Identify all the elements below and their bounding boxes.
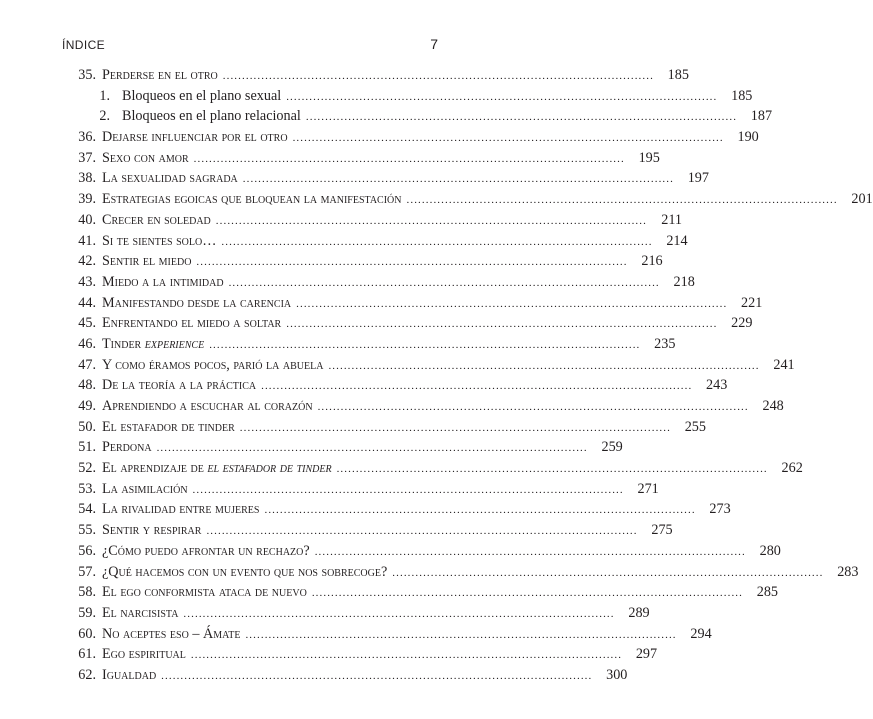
- entry-title-wrap: [102, 233, 658, 250]
- toc-entry: [62, 625, 712, 647]
- entry-title: Aprendiendo a escuchar al corazón: [102, 398, 313, 414]
- dot-leader: ................................................................................................................: [286, 90, 718, 103]
- entry-page: 187: [750, 108, 773, 125]
- entry-number: 36.: [78, 129, 96, 146]
- entry-number: 1.: [99, 87, 110, 104]
- toc-entry: [62, 232, 688, 254]
- dot-leader: ................................................................................................................: [239, 421, 671, 434]
- entry-title: Y como éramos pocos, parió la abuela: [102, 356, 324, 373]
- toc-entry: [62, 294, 763, 316]
- dot-leader: ................................................................................................................: [406, 194, 838, 207]
- entry-title-wrap: [102, 67, 659, 84]
- dot-leader: ................................................................................................................: [190, 649, 623, 662]
- entry-number: 61.: [78, 646, 96, 663]
- entry-title: Perderse en el otro: [102, 67, 218, 83]
- entry-title: La asimilación: [102, 480, 188, 497]
- entry-title-wrap: [102, 336, 645, 353]
- toc-entry: [62, 191, 873, 212]
- entry-title: Sentir y respirar: [102, 522, 202, 539]
- entry-title-wrap: [102, 522, 643, 539]
- entry-number: 50.: [78, 418, 96, 435]
- entry-number: 56.: [78, 542, 96, 559]
- dot-leader: ................................................................................................................: [196, 256, 628, 269]
- toc-entry: [62, 542, 781, 564]
- entry-title-wrap: [102, 564, 828, 581]
- dot-leader: ................................................................................................................: [336, 463, 768, 476]
- dot-leader: ................................................................................................................: [193, 152, 625, 165]
- entry-number: 41.: [78, 232, 96, 249]
- entry-page: 197: [687, 170, 709, 187]
- entry-page: 297: [635, 646, 658, 663]
- toc-entry: [62, 666, 628, 688]
- entry-page: 195: [638, 149, 660, 166]
- entry-page: 243: [706, 377, 728, 394]
- dot-leader: ................................................................................................................: [222, 70, 654, 82]
- toc-entry: [62, 356, 795, 378]
- entry-page: 229: [731, 315, 753, 332]
- entry-title: Sexo con amor: [102, 149, 189, 166]
- entry-page: 283: [837, 563, 859, 580]
- entry-title-wrap: [102, 170, 679, 187]
- entry-page: 221: [741, 294, 763, 311]
- entry-title: Si te sientes solo…: [102, 232, 217, 249]
- entry-page: 216: [641, 253, 663, 270]
- section-title: ÍNDICE: [62, 38, 106, 52]
- entry-title: De la teoría a la práctica: [102, 377, 257, 394]
- dot-leader: ................................................................................................................: [156, 442, 588, 455]
- entry-page: 275: [651, 522, 673, 539]
- running-header: [62, 36, 438, 52]
- dot-leader: ................................................................................................................: [296, 297, 728, 310]
- entry-title-wrap: [122, 108, 742, 125]
- entry-number: 35.: [78, 67, 96, 83]
- toc-entry: [62, 460, 803, 481]
- entry-number: 42.: [78, 253, 96, 270]
- entry-page: 300: [606, 666, 628, 683]
- dot-leader: ................................................................................................................: [192, 483, 624, 496]
- toc-entry: [62, 439, 623, 460]
- entry-title: La rivalidad entre mujeres: [102, 501, 260, 518]
- entry-title: Crecer en soledad: [102, 211, 211, 228]
- entry-title: El ego conformista ataca de nuevo: [102, 584, 307, 601]
- toc-entry: [62, 398, 784, 419]
- entry-number: 40.: [78, 211, 96, 228]
- entry-title: ¿Cómo puedo afrontar un rechazo?: [102, 542, 310, 559]
- dot-leader: ................................................................................................................: [215, 214, 647, 227]
- toc-entry: [62, 418, 706, 440]
- entry-title-wrap: [102, 481, 629, 498]
- entry-number: 39.: [78, 191, 96, 208]
- dot-leader: ................................................................................................................: [305, 111, 738, 124]
- entry-title: Perdona: [102, 439, 152, 456]
- entry-title: Bloqueos en el plano sexual: [122, 87, 282, 104]
- entry-number: 46.: [78, 335, 96, 352]
- entry-title-wrap: [102, 377, 697, 394]
- toc-subentry: [62, 87, 753, 109]
- entry-page: 185: [667, 67, 689, 83]
- toc-entry: [62, 646, 658, 667]
- entry-page: 285: [756, 584, 779, 601]
- entry-page: 211: [661, 211, 682, 228]
- entry-title-wrap: [102, 253, 633, 270]
- dot-leader: ................................................................................................................: [161, 669, 593, 682]
- dot-leader: ................................................................................................................: [221, 235, 653, 248]
- entry-page: 190: [737, 129, 759, 146]
- entry-title-wrap: [102, 129, 729, 146]
- entry-title-wrap: [102, 626, 682, 643]
- toc-entry: [62, 273, 695, 295]
- dot-leader: ................................................................................................................: [242, 173, 674, 186]
- entry-page: 294: [690, 625, 712, 642]
- dot-leader: ................................................................................................................: [206, 525, 638, 538]
- entry-page: 271: [637, 480, 659, 497]
- entry-title-wrap: [102, 212, 652, 229]
- toc-entry: [62, 129, 759, 150]
- entry-page: 273: [709, 501, 731, 518]
- entry-page: 185: [731, 87, 753, 104]
- entry-title-wrap: [122, 88, 722, 105]
- entry-title: Manifestando desde la carencia: [102, 294, 292, 311]
- entry-page: 235: [654, 335, 676, 352]
- entry-title: Ego espiritual: [102, 646, 186, 663]
- entry-title: Dejarse influenciar por el otro: [102, 129, 288, 146]
- entry-number: 53.: [78, 480, 96, 497]
- entry-title-wrap: [102, 295, 732, 312]
- dot-leader: ................................................................................................................: [286, 318, 718, 331]
- entry-number: 60.: [78, 625, 96, 642]
- entry-number: 59.: [78, 604, 96, 621]
- entry-title-wrap: [102, 357, 765, 374]
- entry-title: ¿Qué hacemos con un evento que nos sobrecoge?: [102, 563, 388, 580]
- entry-title: Sentir el miedo: [102, 253, 192, 270]
- entry-title-wrap: [102, 398, 754, 415]
- dot-leader: ................................................................................................................: [228, 276, 660, 289]
- entry-title-wrap: [102, 150, 630, 167]
- entry-number: 38.: [78, 170, 96, 187]
- dot-leader: ................................................................................................................: [317, 401, 749, 413]
- entry-number: 57.: [78, 563, 96, 580]
- entry-title-wrap: [102, 605, 620, 622]
- entry-title: Estrategias egoicas que bloquean la manifestación: [102, 191, 402, 208]
- entry-page: 289: [628, 604, 650, 621]
- entry-title-wrap: [102, 274, 665, 291]
- dot-leader: ................................................................................................................: [245, 628, 677, 641]
- toc-entry: [62, 563, 859, 585]
- dot-leader: ................................................................................................................: [183, 607, 615, 620]
- entry-page: 259: [601, 439, 623, 456]
- entry-title: La sexualidad sagrada: [102, 170, 238, 187]
- entry-number: 47.: [78, 356, 96, 373]
- entry-number: 55.: [78, 522, 96, 539]
- entry-page: 262: [781, 460, 803, 477]
- entry-page: 248: [762, 398, 784, 414]
- toc-entry: [62, 170, 709, 191]
- toc-entry: [62, 315, 753, 336]
- table-of-contents: [62, 67, 873, 688]
- toc-entry: [62, 67, 689, 88]
- toc-entry: [62, 335, 676, 357]
- entry-title-wrap: [102, 315, 722, 332]
- entry-title-wrap: [102, 419, 676, 436]
- dot-leader: ................................................................................................................: [314, 545, 746, 558]
- entry-title: El aprendizaje de el estafador de tinder: [102, 460, 332, 477]
- toc-entry: [62, 211, 682, 233]
- toc-entry: [62, 522, 673, 543]
- dot-leader: ................................................................................................................: [328, 359, 760, 372]
- entry-page: 214: [666, 232, 688, 249]
- entry-page: 241: [773, 356, 795, 373]
- entry-number: 51.: [78, 439, 96, 456]
- dot-leader: ................................................................................................................: [292, 132, 724, 145]
- toc-subentry: [62, 108, 773, 129]
- toc-entry: [62, 149, 660, 171]
- entry-title-wrap: [102, 584, 748, 601]
- page-number: 7: [430, 36, 438, 52]
- entry-title-wrap: [102, 501, 701, 518]
- entry-title-wrap: [102, 191, 843, 208]
- toc-entry: [62, 377, 728, 398]
- dot-leader: ................................................................................................................: [209, 338, 641, 351]
- entry-number: 44.: [78, 294, 96, 311]
- entry-title: El narcisista: [102, 604, 179, 621]
- entry-title: El estafador de tinder: [102, 418, 235, 435]
- dot-leader: ................................................................................................................: [264, 504, 696, 517]
- entry-number: 43.: [78, 273, 96, 290]
- entry-number: 49.: [78, 398, 96, 414]
- entry-title-wrap: [102, 439, 593, 456]
- entry-title-wrap: [102, 667, 597, 684]
- entry-title: Tinder experience: [102, 335, 205, 352]
- entry-title: Miedo a la intimidad: [102, 273, 224, 290]
- entry-title-wrap: [102, 460, 773, 477]
- entry-title-wrap: [102, 646, 627, 663]
- entry-title-wrap: [102, 543, 751, 560]
- toc-entry: [62, 480, 659, 502]
- entry-page: 201: [851, 191, 873, 208]
- entry-number: 2.: [99, 108, 110, 125]
- entry-number: 37.: [78, 149, 96, 166]
- dot-leader: ................................................................................................................: [392, 566, 824, 579]
- dot-leader: ................................................................................................................: [311, 587, 744, 600]
- entry-number: 58.: [78, 584, 96, 601]
- entry-page: 280: [759, 542, 781, 559]
- toc-entry: [62, 501, 731, 522]
- entry-title: Igualdad: [102, 666, 157, 683]
- entry-title: No aceptes eso – Ámate: [102, 625, 241, 642]
- entry-title: Bloqueos en el plano relacional: [122, 108, 301, 125]
- entry-number: 52.: [78, 460, 96, 477]
- entry-number: 48.: [78, 377, 96, 394]
- toc-entry: [62, 604, 650, 626]
- entry-title: Enfrentando el miedo a soltar: [102, 315, 282, 332]
- toc-entry: [62, 253, 663, 274]
- entry-number: 45.: [78, 315, 96, 332]
- entry-page: 255: [684, 418, 706, 435]
- entry-number: 62.: [78, 666, 96, 683]
- entry-number: 54.: [78, 501, 96, 518]
- dot-leader: ................................................................................................................: [261, 380, 693, 393]
- toc-entry: [62, 584, 779, 605]
- entry-page: 218: [673, 273, 695, 290]
